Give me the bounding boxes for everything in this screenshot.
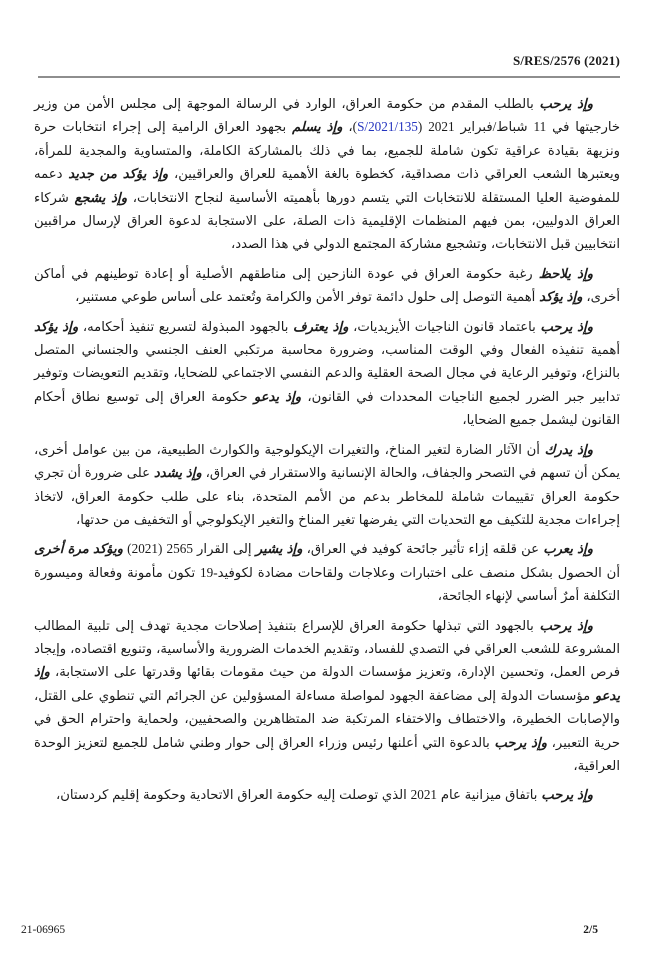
document-symbol-link[interactable]: S/2021/135 — [357, 119, 418, 135]
paragraph-text: بالدعوة التي أعلنها رئيس وزراء العراق إلى حوار وطني شامل للجميع لتعزيز الوحدة العراقية، — [34, 734, 620, 773]
paragraph-text: بالجهود المبذولة لتسريع تنفيذ أحكامه، — [78, 318, 293, 334]
preambular-paragraph — [34, 315, 620, 432]
paragraph-text: مؤسسات الدولة إلى مضاعفة الجهود لمواصلة مساءلة المسؤولين عن الجرائم التي تنطوي على القتل، والإصابات الخطيرة، والاختطاف والاختفاء المرتكبة ضد المتظاهرين والصحفيين، ولحماية واحترام الحق في حرية التعبير، — [34, 687, 621, 750]
paragraph-text: باتفاق ميزانية عام 2021 الذي توصلت إليه حكومة العراق الاتحادية وحكومة إقليم كردستان، — [55, 787, 542, 803]
preambular-lead-phrase: وإذ يؤكد من جديد — [68, 166, 169, 182]
preambular-lead-phrase: ويؤكد مرة أخرى — [34, 541, 124, 557]
paragraph-text: باعتماد قانون الناجيات الأيزيديات، — [348, 318, 541, 334]
preambular-lead-phrase: وإذ يرحب — [539, 96, 594, 111]
footer-page-indicator: 2/5 — [583, 924, 598, 936]
preambular-lead-phrase: وإذ يرحب — [540, 318, 593, 334]
preambular-lead-phrase: وإذ يعرب — [543, 541, 593, 557]
paragraph-text: إلى القرار 2565 (2021) — [123, 541, 256, 557]
paragraph-text: )، — [342, 119, 358, 135]
paragraph-text: حكومة العراق إلى توسيع نطاق أحكام القانون ليشمل جميع الضحايا، — [34, 388, 620, 428]
preambular-lead-phrase: وإذ يشدد — [153, 465, 202, 481]
preambular-lead-phrase: وإذ يلاحظ — [538, 265, 593, 281]
preambular-lead-phrase: وإذ يشير — [255, 541, 303, 557]
paragraph-text: أن الحصول بشكل منصف على اختبارات وعلاجات ولقاحات مضادة لكوفيد-19 تكون مأمونة وفعالة وميسورة التكلفة أمرٌ أساسي لإنهاء الجائحة، — [34, 564, 620, 604]
preambular-lead-phrase: وإذ يعترف — [293, 318, 349, 334]
paragraph-text: عن قلقه إزاء تأثير جائحة كوفيد في العراق، — [302, 541, 544, 557]
preambular-lead-phrase: وإذ يرحب — [539, 617, 593, 633]
paragraph-text: بالطلب المقدم من حكومة العراق، الوارد في الرسالة الموجهة إلى مجلس الأمن من وزير خارجيتها في 11 شباط/فبراير 2021 ( — [34, 96, 621, 135]
paragraph-text: شركاء العراق الدوليين، بمن فيهم المنظمات الإقليمية ذات الصلة، على الاستجابة لدعوة العراق لإرسال مراقبين انتخابيين قبل الانتخابات، وتشجيع مشاركة المجتمع الدولي في هذا الصدد، — [34, 189, 620, 252]
document-symbol-header: S/RES/2576 (2021) — [512, 53, 620, 68]
preambular-paragraph — [34, 783, 620, 806]
preambular-lead-phrase: وإذ يرحب — [494, 734, 548, 750]
footer-job-number: 21-06965 — [21, 924, 66, 936]
preambular-paragraph — [34, 614, 620, 778]
preambular-lead-phrase: وإذ يدرك — [544, 441, 593, 457]
preambular-lead-phrase: وإذ يدعو — [253, 388, 302, 404]
paragraph-text: على ضرورة أن تجري حكومة العراق تقييمات شاملة للمخاطر بدعم من الأمم المتحدة، بناء على طلب حكومة العراق، لاتخاذ إجراءات مجدية للتكيف مع التحديات التي يفرضها تغير المناخ والتغير الإيكولوجي أو التخفيف من حدتها، — [34, 465, 620, 527]
preambular-lead-phrase: وإذ يؤكد — [34, 318, 79, 334]
document-body — [34, 92, 620, 813]
paragraph-text: بجهود العراق الرامية إلى إجراء انتخابات حرة ونزيهة بقيادة عراقية تكون شاملة للجميع، بما في ذلك بالمشاركة الكاملة، والمتساوية والمجدية للمرأة، ويعتبرها الشعب العراقي ذات مصداقية، كخطوة بالغة الأهمية للعراق والعراقيين، — [34, 119, 621, 182]
preambular-lead-phrase: وإذ يرحب — [541, 787, 593, 803]
preambular-paragraph — [34, 262, 620, 309]
preambular-lead-phrase: وإذ يؤكد — [539, 289, 583, 305]
preambular-paragraph — [34, 438, 620, 532]
preambular-lead-phrase: وإذ يشجع — [74, 189, 128, 205]
paragraph-text: رغبة حكومة العراق في عودة النازحين إلى مناطقهم الأصلية أو إعادة توطينهم في أماكن أخرى، — [34, 265, 620, 305]
preambular-lead-phrase: وإذ يدعو — [34, 664, 620, 703]
paragraph-text: أهمية التوصل إلى حلول دائمة توفر الأمن والكرامة وتُعتمد على أساس طوعي مستنير، — [75, 289, 540, 305]
paragraph-text: بالجهود التي تبذلها حكومة العراق للإسراع بتنفيذ إصلاحات مجدية تهدف إلى تلبية المطالب المشروعة للشعب العراقي في التصدي للفساد، وتقديم الخدمات الضرورية والأساسية، وتنويع اقتصاده، وإيجاد فرص العمل، وتحسين الإدارة، وتعزيز مؤسسات الدولة من حيث مقومات بقائها وقدرتها على الاستجابة، — [34, 617, 620, 680]
paragraph-text: دعمه للمفوضية العليا المستقلة للانتخابات التي يتسم دورها بأهميته الأساسية لنجاح الانتخابات، — [34, 166, 620, 205]
header-divider-rule — [38, 76, 620, 78]
preambular-paragraph — [34, 92, 620, 256]
preambular-paragraph — [34, 537, 620, 607]
paragraph-text: أن الآثار الضارة لتغير المناخ، والتغيرات الإيكولوجية والكوارث الطبيعية، من بين عوامل أخرى، يمكن أن تسهم في التصحر والجفاف، والحالة الإنسانية والاستقرار في العراق، — [34, 441, 620, 481]
paragraph-text: أهمية تنفيذه الفعال وفي الوقت المناسب، وضرورة محاسبة مرتكبي العنف الجنسي والجنساني المتصل بالنزاع، وتوفير الرعاية في مجال الصحة العقلية والدعم النفسي الاجتماعي للضحايا، وتقديم التعويضات وتوفير تدابير جبر الضرر لجميع الناجيات المحددات في القانون، — [34, 342, 620, 404]
preambular-lead-phrase: وإذ يسلم — [292, 119, 343, 135]
